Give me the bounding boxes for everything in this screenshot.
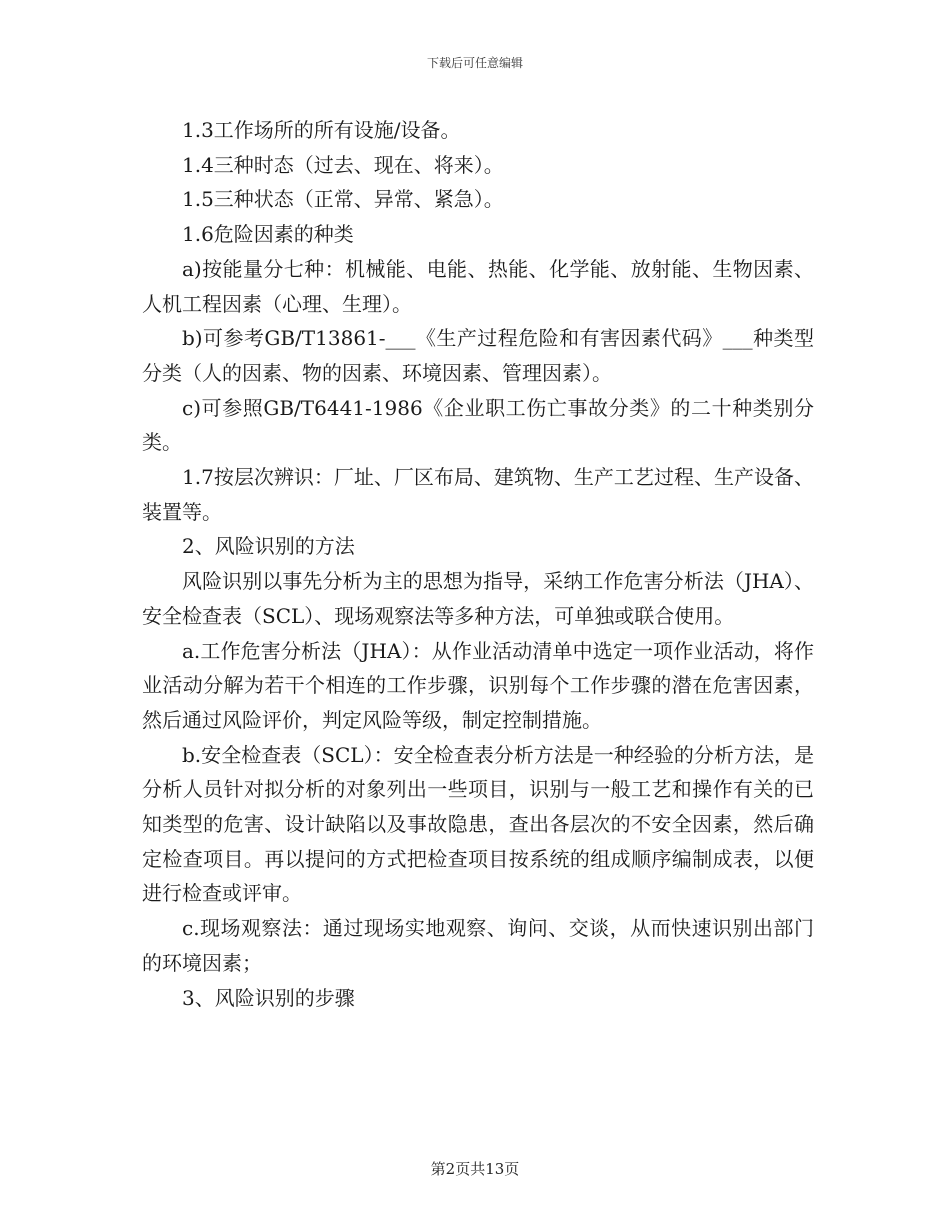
section-heading-2: 2、风险识别的方法	[182, 534, 355, 559]
paragraph-1-6-c: c)可参照GB/T6441-1986《企业职工伤亡事故分类》的二十种类别分类。	[142, 395, 814, 455]
paragraph-2-c: c.现场观察法：通过现场实地观察、询问、交谈，从而快速识别出部门的环境因素；	[142, 916, 814, 975]
paragraph-1-6-b: b)可参考GB/T13861-___《生产过程危险和有害因素代码》___种类型分类（人的因素、物的因素、环境因素、管理因素）。	[142, 326, 814, 385]
page-header: 下载后可任意编辑	[426, 56, 523, 70]
paragraph-2-a: a.工作危害分析法（JHA）：从作业活动清单中选定一项作业活动，将作业活动分解为若干个相连的工作步骤，识别每个工作步骤的潜在危害因素，然后通过风险评价，判定风险等级，制定控制措施。	[142, 638, 814, 732]
paragraph-2-b: b.安全检查表（SCL）：安全检查表分析方法是一种经验的分析方法，是分析人员针对拟分析的对象列出一些项目，识别与一般工艺和操作有关的已知类型的危害、设计缺陷以及事故隐患，查出各层次的不安全因素，然后确定检查项目。再以提问的方式把检查项目按系统的组成顺序编制成表，以便进行检查或评审。	[142, 742, 814, 906]
paragraph-1-6-a: a)按能量分七种：机械能、电能、热能、化学能、放射能、生物因素、人机工程因素（心理、生理）。	[142, 256, 814, 316]
paragraph-1-3: 1.3工作场所的所有设施/设备。	[182, 118, 461, 142]
paragraph-2-intro: 风险识别以事先分析为主的思想为指导，采纳工作危害分析法（JHA）、安全检查表（SCL）、现场观察法等多种方法，可单独或联合使用。	[142, 569, 814, 628]
page-footer: 第2页共13页	[430, 1160, 520, 1178]
paragraph-1-7: 1.7按层次辨识：厂址、厂区布局、建筑物、生产工艺过程、生产设备、装置等。	[142, 465, 814, 524]
paragraph-1-4: 1.4三种时态（过去、现在、将来）。	[182, 152, 504, 177]
paragraph-1-6: 1.6危险因素的种类	[182, 222, 354, 247]
section-heading-3: 3、风险识别的步骤	[182, 985, 355, 1010]
paragraph-1-5: 1.5三种状态（正常、异常、紧急）。	[182, 187, 504, 212]
document-body	[142, 113, 814, 1015]
